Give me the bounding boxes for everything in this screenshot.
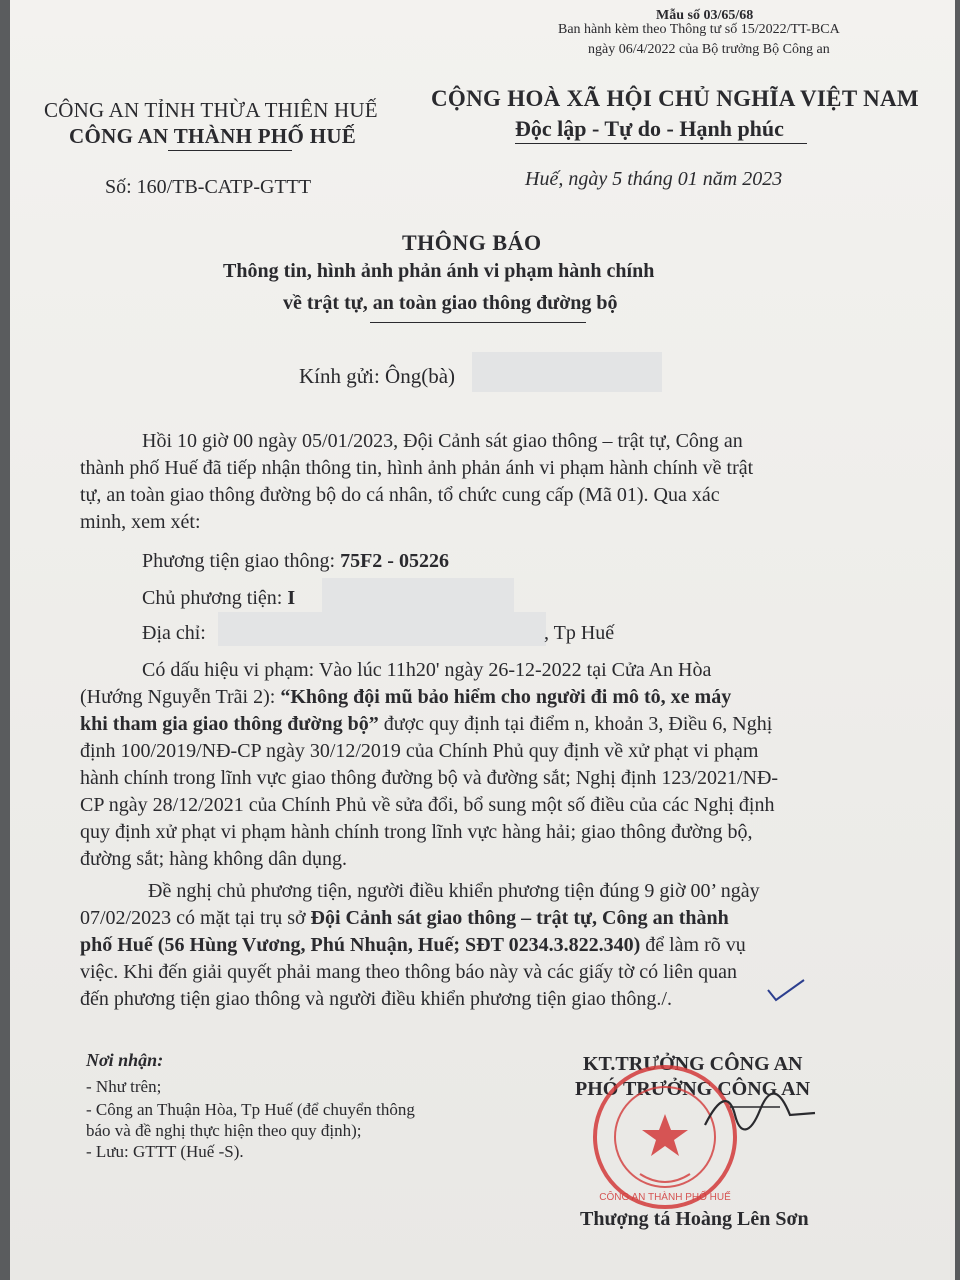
paragraph-line: thành phố Huế đã tiếp nhận thông tin, hình ảnh phản ánh vi phạm hành chính về trật bbox=[80, 457, 754, 479]
document-subtitle-line2: về trật tự, an toàn giao thông đường bộ bbox=[283, 292, 618, 314]
redaction-recipient bbox=[472, 352, 662, 392]
document-number: Số: 160/TB-CATP-GTTT bbox=[105, 176, 312, 198]
recipient-item: báo và đề nghị thực hiện theo quy định); bbox=[86, 1121, 362, 1140]
form-reference-line1: Ban hành kèm theo Thông tư số 15/2022/TT-BCA bbox=[558, 22, 840, 37]
paragraph-line: tự, an toàn giao thông đường bộ do cá nhân, tổ chức cung cấp (Mã 01). Qua xác bbox=[80, 484, 720, 506]
signer-name: Thượng tá Hoàng Lên Sơn bbox=[580, 1208, 809, 1230]
document-page bbox=[10, 0, 955, 1280]
request-line bbox=[80, 934, 746, 957]
violation-legal-basis: được quy định tại điểm n, khoản 3, Điều 6, Nghị bbox=[378, 713, 773, 735]
agency-underline bbox=[168, 150, 292, 151]
pen-tick-mark bbox=[766, 978, 806, 1004]
subtitle-underline bbox=[370, 322, 586, 323]
violation-line: CP ngày 28/12/2021 của Chính Phủ về sửa đổi, bổ sung một số điều của các Nghị định bbox=[80, 794, 775, 816]
violation-line: Có dấu hiệu vi phạm: Vào lúc 11h20' ngày 26-12-2022 tại Cửa An Hòa bbox=[142, 659, 712, 681]
violation-location: (Hướng Nguyễn Trãi 2): bbox=[80, 686, 281, 708]
form-number: Mẫu số 03/65/68 bbox=[656, 8, 754, 23]
recipient-item: - Công an Thuận Hòa, Tp Huế (để chuyển thông bbox=[86, 1100, 415, 1119]
document-title: THÔNG BÁO bbox=[402, 230, 542, 255]
violation-line bbox=[80, 713, 772, 736]
document-date: Huế, ngày 5 tháng 01 năm 2023 bbox=[525, 168, 783, 190]
national-title: CỘNG HOÀ XÃ HỘI CHỦ NGHĨA VIỆT NAM bbox=[431, 86, 919, 111]
owner-line bbox=[142, 587, 295, 610]
vehicle-label: Phương tiện giao thông: bbox=[142, 550, 341, 572]
redaction-address bbox=[218, 612, 546, 646]
motto-underline bbox=[515, 143, 807, 144]
national-motto: Độc lập - Tự do - Hạnh phúc bbox=[515, 116, 784, 141]
recipient-item: - Lưu: GTTT (Huế -S). bbox=[86, 1142, 244, 1161]
form-reference-line2: ngày 06/4/2022 của Bộ trưởng Bộ Công an bbox=[588, 42, 830, 57]
document-subtitle-line1: Thông tin, hình ảnh phản ánh vi phạm hành chính bbox=[223, 260, 655, 282]
request-line: đến phương tiện giao thông và người điều khiển phương tiện giao thông./. bbox=[80, 988, 672, 1010]
violation-line: định 100/2019/NĐ-CP ngày 30/12/2019 của Chính Phủ quy định về xử phạt vi phạm bbox=[80, 740, 759, 762]
request-line: việc. Khi đến giải quyết phải mang theo thông báo này và các giấy tờ có liên quan bbox=[80, 961, 738, 983]
recipient-item: - Như trên; bbox=[86, 1077, 162, 1096]
agency-parent: CÔNG AN TỈNH THỪA THIÊN HUẾ bbox=[44, 98, 378, 122]
request-text: 07/02/2023 có mặt tại trụ sở bbox=[80, 907, 311, 929]
violation-line: hành chính trong lĩnh vực giao thông đường bộ và đường sắt; Nghị định 123/2021/NĐ- bbox=[80, 767, 779, 789]
owner-label: Chủ phương tiện: bbox=[142, 587, 288, 609]
violation-offense-cont: khi tham gia giao thông đường bộ” bbox=[80, 713, 379, 735]
agency-unit: CÔNG AN THÀNH PHỐ HUẾ bbox=[69, 124, 357, 148]
paragraph-line: minh, xem xét: bbox=[80, 511, 201, 533]
address-suffix: , Tp Huế bbox=[544, 622, 615, 644]
signature-title-line1: KT.TRƯỞNG CÔNG AN bbox=[583, 1053, 803, 1075]
violation-line: quy định xử phạt vi phạm hành chính trong lĩnh vực hàng hải; giao thông đường bộ, bbox=[80, 821, 753, 843]
paragraph-line: Hồi 10 giờ 00 ngày 05/01/2023, Đội Cảnh sát giao thông – trật tự, Công an bbox=[142, 430, 743, 452]
vehicle-line bbox=[142, 550, 449, 573]
request-text: để làm rõ vụ bbox=[640, 934, 746, 956]
signature-title-line2: PHÓ TRƯỞNG CÔNG AN bbox=[575, 1078, 811, 1100]
request-address: phố Huế (56 Hùng Vương, Phú Nhuận, Huế; SĐT 0234.3.822.340) bbox=[80, 934, 641, 956]
recipients-title: Nơi nhận: bbox=[86, 1050, 164, 1070]
violation-line: đường sắt; hàng không dân dụng. bbox=[80, 848, 347, 870]
request-line: Đề nghị chủ phương tiện, người điều khiển phương tiện đúng 9 giờ 00’ ngày bbox=[148, 880, 760, 902]
handwritten-signature-icon bbox=[700, 1085, 820, 1145]
seal-caption: CÔNG AN THÀNH PHỐ HUẾ bbox=[599, 1192, 731, 1203]
owner-value: I bbox=[287, 587, 296, 609]
request-line bbox=[80, 907, 729, 930]
address-label: Địa chỉ: bbox=[142, 622, 206, 644]
redaction-owner bbox=[322, 578, 514, 614]
request-office: Đội Cảnh sát giao thông – trật tự, Công an thành bbox=[310, 907, 729, 929]
violation-line bbox=[80, 686, 731, 709]
vehicle-plate: 75F2 - 05226 bbox=[340, 550, 449, 572]
violation-offense: “Không đội mũ bảo hiểm cho người đi mô tô, xe máy bbox=[280, 686, 732, 708]
salutation: Kính gửi: Ông(bà) bbox=[299, 364, 456, 388]
